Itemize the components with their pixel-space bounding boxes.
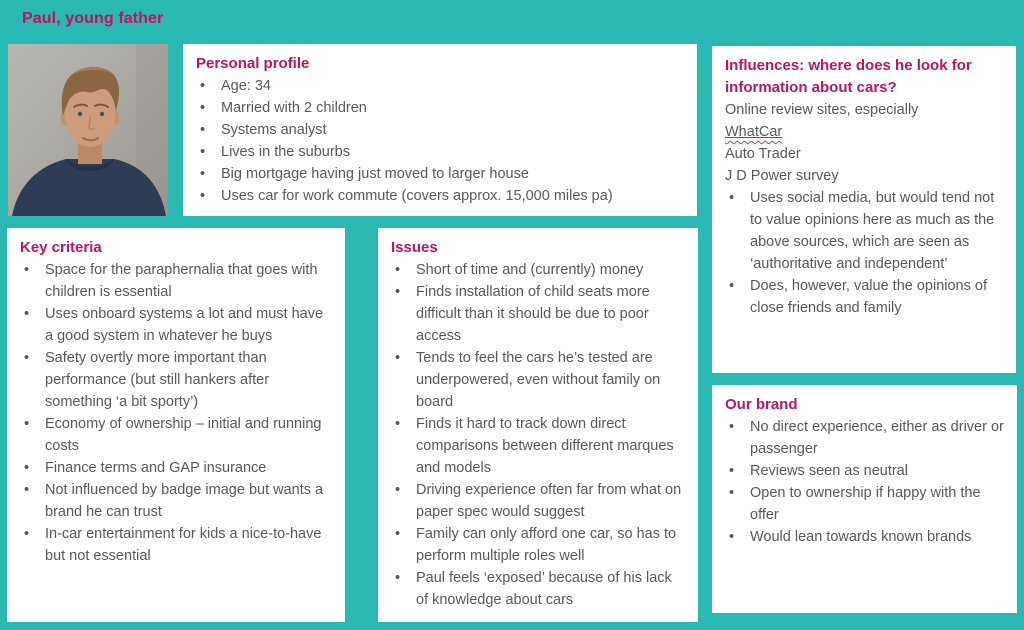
bullet-item: • Uses social media, but would tend not to value opinions here as much as the above sources, which are seen as ‘authoritative and independent’ (725, 187, 1003, 275)
bullet-item: • Finance terms and GAP insurance (20, 457, 332, 479)
bullet-item: • Married with 2 children (196, 97, 684, 119)
bullet-item: • Space for the paraphernalia that goes with children is essential (20, 259, 332, 303)
bullet-item: • Reviews seen as neutral (725, 460, 1004, 482)
whatcar-underlined-text (725, 124, 782, 140)
page-title: Paul, young father (22, 10, 164, 27)
card-our-brand-title: Our brand (725, 396, 798, 413)
card-key-criteria-title: Key criteria (20, 239, 102, 256)
bullet-item: • Short of time and (currently) money (391, 259, 685, 281)
bullet-item: • Does, however, value the opinions of close friends and family (725, 275, 1003, 319)
bullet-item: • Finds installation of child seats more difficult than it should be due to poor access (391, 281, 685, 347)
bullet-item: • Economy of ownership – initial and running costs (20, 413, 332, 457)
bullet-item: • Uses onboard systems a lot and must have a good system in whatever he buys (20, 303, 332, 347)
bullet-item: • Driving experience often far from what on paper spec would suggest (391, 479, 685, 523)
influences-source-whatcar (725, 121, 1003, 143)
bullet-item: • Systems analyst (196, 119, 684, 141)
influences-intro-line: Online review sites, especially (725, 102, 919, 118)
bullet-item: • Open to ownership if happy with the offer (725, 482, 1004, 526)
bullet-item: • No direct experience, either as driver or passenger (725, 416, 1004, 460)
bullet-item: • Would lean towards known brands (725, 526, 1004, 548)
card-personal-profile (183, 44, 697, 216)
portrait-illustration (8, 44, 168, 216)
whatcar-spellcheck-squiggle: WhatCar (725, 124, 783, 140)
bullet-item: • In-car entertainment for kids a nice-to-have but not essential (20, 523, 332, 567)
card-key-criteria (7, 228, 345, 622)
persona-photo (8, 44, 168, 216)
bullet-item: • Family can only afford one car, so has to perform multiple roles well (391, 523, 685, 567)
bullet-item: • Age: 34 (196, 75, 684, 97)
bullet-item: • Lives in the suburbs (196, 141, 684, 163)
our-brand-bullets (725, 416, 1004, 548)
issues-bullets (391, 259, 685, 611)
bullet-item: • Big mortgage having just moved to larger house (196, 163, 684, 185)
bullet-item: • Not influenced by badge image but wants a brand he can trust (20, 479, 332, 523)
personal-profile-bullets (196, 75, 684, 207)
card-personal-profile-title: Personal profile (196, 55, 310, 72)
bullet-item: • Tends to feel the cars he’s tested are underpowered, even without family on board (391, 347, 685, 413)
bullet-item: • Safety overtly more important than performance (but still hankers after something ‘a bit sporty’) (20, 347, 332, 413)
influences-bullets (725, 187, 1003, 319)
card-issues (378, 228, 698, 622)
card-issues-title: Issues (391, 239, 438, 256)
key-criteria-bullets (20, 259, 332, 567)
card-our-brand (712, 385, 1017, 613)
bullet-item: • Paul feels ‘exposed’ because of his lack of knowledge about cars (391, 567, 685, 611)
bullet-item: • Uses car for work commute (covers approx. 15,000 miles pa) (196, 185, 684, 207)
influences-source-autotrader: Auto Trader (725, 146, 801, 162)
bullet-item: • Finds it hard to track down direct comparisons between different marques and models (391, 413, 685, 479)
card-influences (712, 46, 1016, 373)
card-influences-title: Influences: where does he look for information about cars? (725, 57, 972, 96)
influences-source-jdpower: J D Power survey (725, 168, 839, 184)
